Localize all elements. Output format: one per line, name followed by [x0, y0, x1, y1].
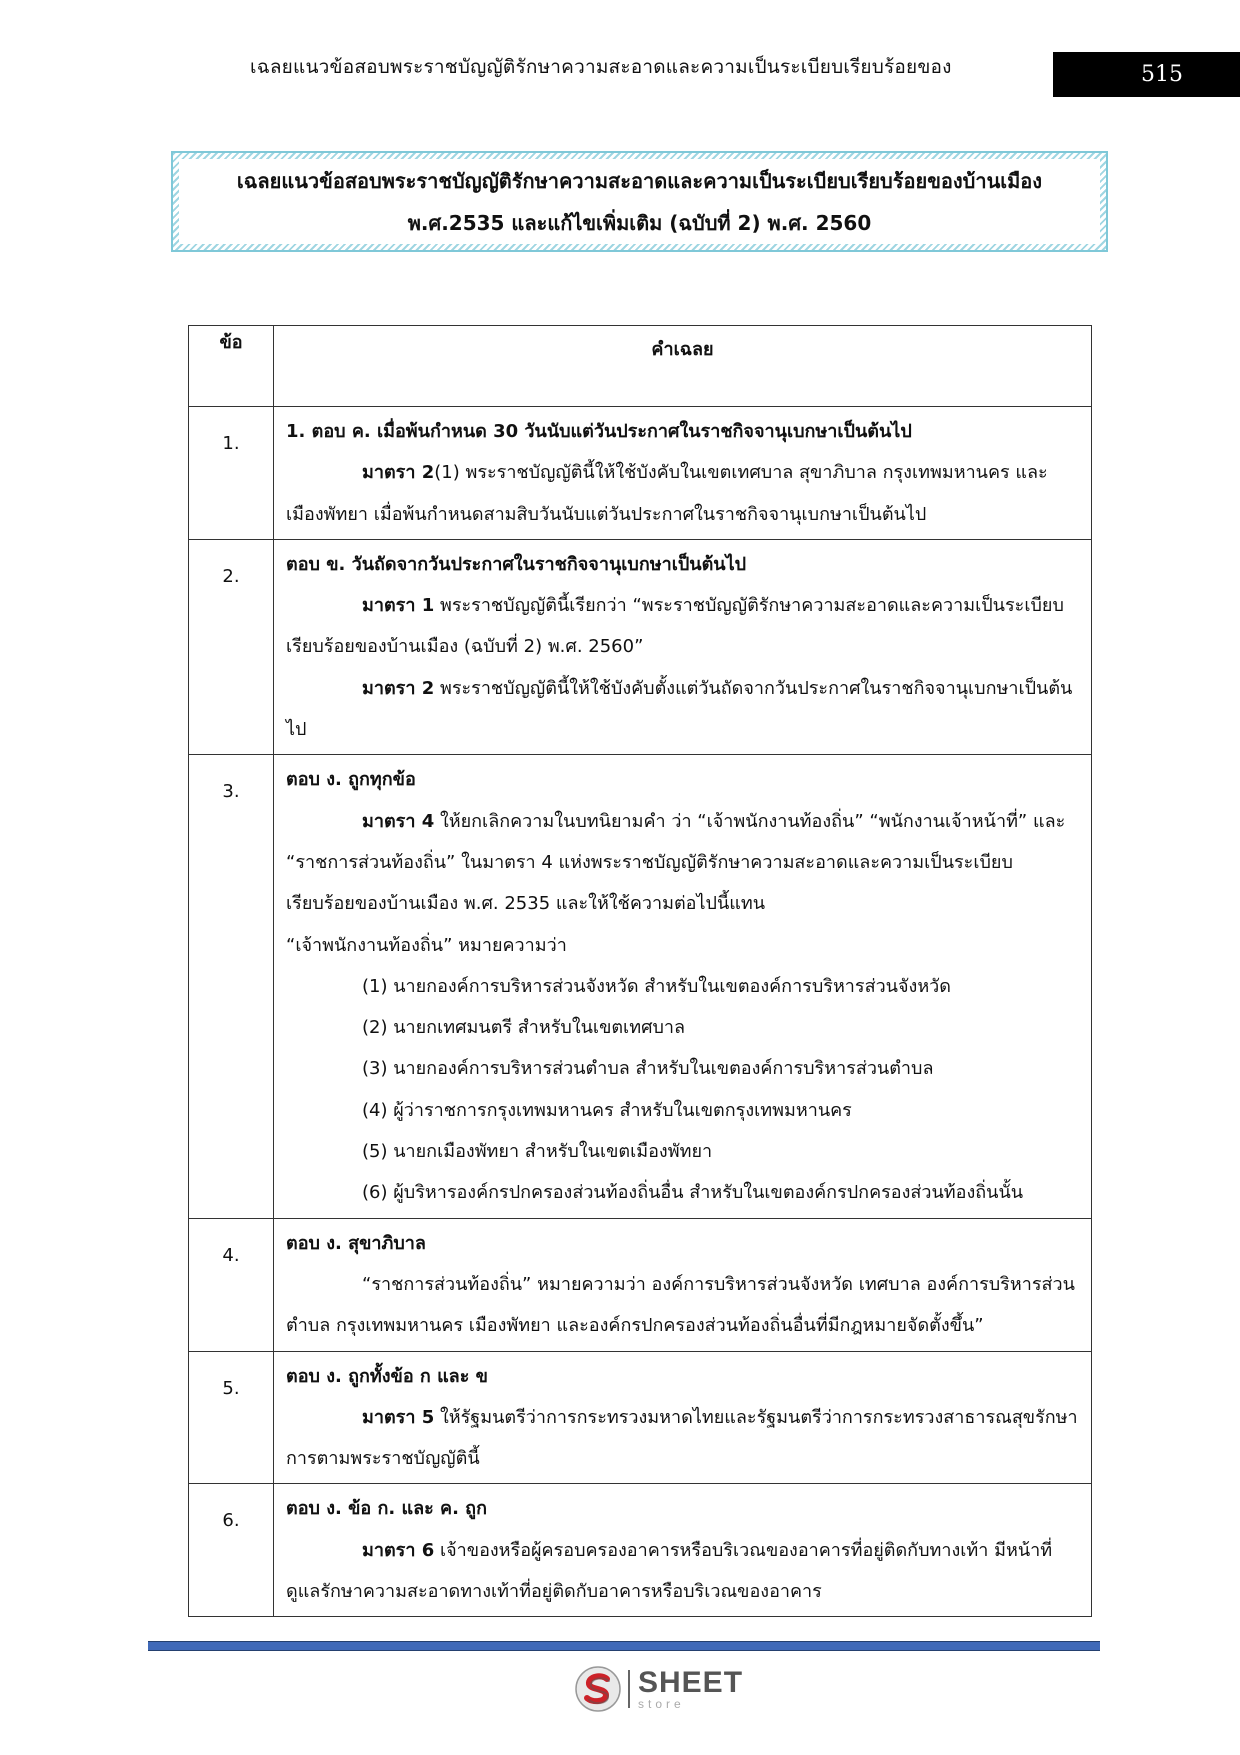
page-number-box	[1053, 52, 1240, 97]
column-header-answer: คำเฉลย	[274, 326, 1092, 407]
row-number: 2.	[189, 539, 274, 754]
document-title-line-2: พ.ศ.2535 และแก้ไขเพิ่มเติม (ฉบับที่ 2) พ.ศ. 2560	[407, 210, 872, 235]
definition-heading: “เจ้าพนักงานท้องถิ่น” หมายความว่า	[286, 934, 567, 956]
table-row	[189, 1484, 1092, 1617]
list-item: (3) นายกองค์การบริหารส่วนตำบล สำหรับในเขตองค์การบริหารส่วนตำบล	[362, 1058, 934, 1080]
answer-line: ตอบ ง. ข้อ ก. และ ค. ถูก	[286, 1498, 487, 1520]
row-answer-cell	[274, 1484, 1092, 1617]
row-number: 1.	[189, 407, 274, 540]
answer-line: ตอบ ง. ถูกทั้งข้อ ก และ ข	[286, 1365, 488, 1387]
s-emblem-icon	[574, 1665, 622, 1713]
row-answer-cell	[274, 1351, 1092, 1484]
section-text: เจ้าของหรือผู้ครอบครองอาคารหรือบริเวณของอาคารที่อยู่ติดกับทางเท้า มีหน้าที่ดูแลรักษาความสะอาดทางเท้าที่อยู่ติดกับอาคารหรือบริเวณของอาคาร	[286, 1539, 1053, 1603]
row-answer-cell	[274, 1218, 1092, 1351]
table-row	[189, 1218, 1092, 1351]
section-text: พระราชบัญญัตินี้ให้ใช้บังคับตั้งแต่วันถัดจากวันประกาศในราชกิจจานุเบกษาเป็นต้นไป	[286, 677, 1073, 741]
answer-line: ตอบ ง. สุขาภิบาล	[286, 1232, 426, 1254]
list-item: (4) ผู้ว่าราชการกรุงเทพมหานคร สำหรับในเขตกรุงเทพมหานคร	[362, 1099, 852, 1121]
row-number: 6.	[189, 1484, 274, 1617]
section-ref: มาตรา 1	[362, 595, 435, 617]
section-text: ให้รัฐมนตรีว่าการกระทรวงมหาดไทยและรัฐมนตรีว่าการกระทรวงสาธารณสุขรักษาการตามพระราชบัญญัตินี้	[286, 1406, 1078, 1470]
section-ref: มาตรา 2	[362, 462, 435, 484]
row-answer-cell	[274, 539, 1092, 754]
document-title-line-1: เฉลยแนวข้อสอบพระราชบัญญัติรักษาความสะอาดและความเป็นระเบียบเรียบร้อยของบ้านเมือง	[236, 168, 1043, 193]
row-answer-cell	[274, 407, 1092, 540]
page-number: 515	[1141, 62, 1183, 87]
explanation-paragraph	[286, 585, 1079, 668]
explanation-paragraph	[286, 1530, 1079, 1613]
answer-table	[188, 325, 1092, 1617]
row-number: 3.	[189, 755, 274, 1218]
answer-line: 1. ตอบ ค. เมื่อพ้นกำหนด 30 วันนับแต่วันประกาศในราชกิจจานุเบกษาเป็นต้นไป	[286, 421, 912, 442]
explanation-paragraph	[286, 668, 1079, 751]
row-number: 4.	[189, 1218, 274, 1351]
section-ref: มาตรา 6	[362, 1539, 435, 1561]
explanation-paragraph	[286, 1397, 1079, 1480]
footer-bar	[148, 1641, 1100, 1651]
answer-line: ตอบ ง. ถูกทุกข้อ	[286, 769, 416, 791]
logo-main-text: SHEET	[638, 1666, 744, 1699]
document-title-frame	[171, 151, 1108, 252]
table-row	[189, 1351, 1092, 1484]
row-answer-cell	[274, 755, 1092, 1218]
explanation-paragraph	[286, 801, 1079, 925]
section-ref: มาตรา 4	[362, 810, 435, 832]
section-text: (1) พระราชบัญญัตินี้ให้ใช้บังคับในเขตเทศบาล สุขาภิบาล กรุงเทพมหานคร และเมืองพัทยา เมื่อพ้นกำหนดสามสิบวันนับแต่วันประกาศในราชกิจจานุเบกษาเป็นต้นไป	[286, 462, 1048, 525]
row-number: 5.	[189, 1351, 274, 1484]
list-item: (1) นายกองค์การบริหารส่วนจังหวัด สำหรับในเขตองค์การบริหารส่วนจังหวัด	[362, 975, 951, 997]
table-row	[189, 755, 1092, 1218]
logo-divider	[628, 1670, 630, 1708]
table-row	[189, 407, 1092, 540]
table-header-row	[189, 326, 1092, 407]
explanation-paragraph: “ราชการส่วนท้องถิ่น” หมายความว่า องค์การบริหารส่วนจังหวัด เทศบาล องค์การบริหารส่วนตำบล กรุงเทพมหานคร เมืองพัทยา และองค์กรปกครองส่วนท้องถิ่นอื่นที่มีกฎหมายจัดตั้งขึ้น”	[286, 1273, 1075, 1337]
answer-line: ตอบ ข. วันถัดจากวันประกาศในราชกิจจานุเบกษาเป็นต้นไป	[286, 553, 747, 575]
logo-sub-text: store	[638, 1697, 685, 1711]
list-item: (6) ผู้บริหารองค์กรปกครองส่วนท้องถิ่นอื่น สำหรับในเขตองค์กรปกครองส่วนท้องถิ่นนั้น	[362, 1182, 1024, 1204]
section-ref: มาตรา 5	[362, 1406, 435, 1428]
document-title	[179, 159, 1100, 244]
explanation-paragraph	[286, 452, 1079, 535]
section-text: ให้ยกเลิกความในบทนิยามคำ ว่า “เจ้าพนักงานท้องถิ่น” “พนักงานเจ้าหน้าที่” และ “ราชการส่วนท้องถิ่น” ในมาตรา 4 แห่งพระราชบัญญัติรักษาความสะอาดและความเป็นระเบียบเรียบร้อยของบ้านเมือง พ.ศ. 2535 และให้ใช้ความต่อไปนี้แทน	[286, 810, 1066, 915]
table-row	[189, 539, 1092, 754]
logo-wordmark	[638, 1668, 743, 1710]
list-item: (5) นายกเมืองพัทยา สำหรับในเขตเมืองพัทยา	[362, 1141, 713, 1163]
column-header-number: ข้อ	[189, 326, 274, 407]
section-text: พระราชบัญญัตินี้เรียกว่า “พระราชบัญญัติรักษาความสะอาดและความเป็นระเบียบเรียบร้อยของบ้านเมือง (ฉบับที่ 2) พ.ศ. 2560”	[286, 595, 1064, 658]
running-header-title: เฉลยแนวข้อสอบพระราชบัญญัติรักษาความสะอาดและความเป็นระเบียบเรียบร้อยของ	[250, 56, 952, 78]
section-ref: มาตรา 2	[362, 677, 435, 699]
sheet-store-logo	[574, 1664, 743, 1714]
list-item: (2) นายกเทศมนตรี สำหรับในเขตเทศบาล	[362, 1017, 686, 1039]
